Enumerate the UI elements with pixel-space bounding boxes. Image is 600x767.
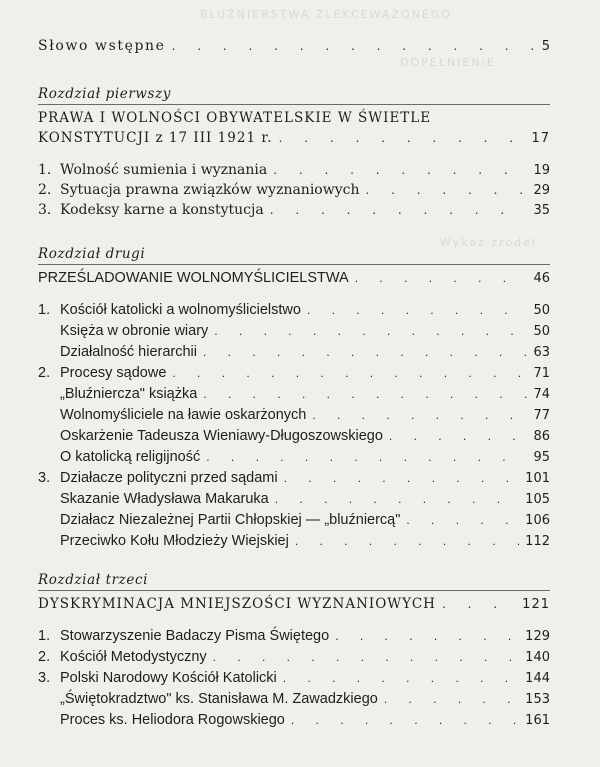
- toc-entry-page: 71: [533, 366, 550, 381]
- toc-entry-3-2[interactable]: [38, 649, 550, 669]
- dot-leader: [214, 324, 527, 338]
- toc-entry-title: Wolnomyśliciele na ławie oskarżonych: [60, 407, 307, 423]
- toc-entry-page: 101: [525, 471, 550, 486]
- dot-leader: [284, 471, 520, 485]
- dot-leader: [389, 429, 528, 443]
- toc-entry-2-2c[interactable]: [38, 428, 550, 448]
- toc-entry-page: 106: [525, 513, 550, 528]
- toc-entry-number: 2.: [38, 182, 52, 198]
- toc-entry-title: PRAWA I WOLNOŚCI OBYWATELSKIE W ŚWIETLE: [38, 110, 432, 126]
- toc-entry-3-3[interactable]: [38, 670, 550, 690]
- toc-entry-title: Działalność hierarchii: [60, 344, 197, 360]
- toc-entry-2-3c[interactable]: [38, 533, 550, 553]
- dot-leader: [406, 513, 519, 527]
- toc-entry-2-3[interactable]: [38, 470, 550, 490]
- chapter-2-title[interactable]: [38, 270, 550, 290]
- toc-entry-title: O katolicką religijność: [60, 449, 201, 465]
- toc-entry-1-3[interactable]: [38, 202, 550, 222]
- dot-leader: [172, 39, 536, 53]
- toc-entry-page: 86: [533, 429, 550, 444]
- toc-entry-page: 129: [525, 629, 550, 644]
- dot-leader: [365, 183, 527, 197]
- toc-entry-page: 74: [533, 387, 550, 402]
- toc-entry-title: KONSTYTUCJI z 17 III 1921 r.: [38, 130, 273, 146]
- toc-entry-title: PRZEŚLADOWANIE WOLNOMYŚLICIELSTWA: [38, 270, 349, 286]
- dot-leader: [273, 163, 527, 177]
- toc-entry-title: Proces ks. Heliodora Rogowskiego: [60, 712, 285, 728]
- toc-entry-title: Sytuacja prawna związków wyznaniowych: [60, 182, 360, 198]
- toc-entry-page: 63: [533, 345, 550, 360]
- toc-entry-1-1[interactable]: [38, 162, 550, 182]
- toc-entry-page: 5: [541, 39, 550, 54]
- toc-entry-1-2[interactable]: [38, 182, 550, 202]
- toc-entry-2-2b[interactable]: [38, 407, 550, 427]
- chapter-3-rule: [38, 590, 550, 591]
- toc-entry-number: 3.: [38, 670, 51, 686]
- toc-entry-page: 153: [525, 692, 550, 707]
- dot-leader: [275, 492, 519, 506]
- toc-entry-title: „Świętokradztwo" ks. Stanisława M. Zawadzkiego: [60, 691, 378, 707]
- toc-entry-2-1[interactable]: [38, 302, 550, 322]
- toc-entry-page: 29: [533, 183, 550, 198]
- toc-entry-page: 105: [525, 492, 550, 507]
- dot-leader: [203, 387, 527, 401]
- dot-leader: [283, 671, 519, 685]
- show-through-text-3: Wykaz źródeł: [440, 236, 538, 249]
- toc-entry-title: Oskarżenie Tadeusza Wieniawy-Długoszowskiego: [60, 428, 383, 444]
- toc-entry-title: Słowo wstępne: [38, 38, 166, 54]
- toc-entry-title: Działacze polityczni przed sądami: [60, 470, 278, 486]
- toc-entry-title: Działacz Niezależnej Partii Chłopskiej — „bluźniercą": [60, 512, 401, 528]
- toc-entry-3-3a[interactable]: [38, 691, 550, 711]
- toc-entry-number: 2.: [38, 365, 51, 381]
- toc-entry-2-1a[interactable]: [38, 323, 550, 343]
- dot-leader: [172, 366, 527, 380]
- toc-entry-2-2a[interactable]: [38, 386, 550, 406]
- toc-entry-title: Księża w obronie wiary: [60, 323, 209, 339]
- toc-entry-title: Kościół Metodystyczny: [60, 649, 207, 665]
- toc-entry-3-3b[interactable]: [38, 712, 550, 732]
- toc-entry-number: 1.: [38, 302, 51, 318]
- toc-entry-title: Stowarzyszenie Badaczy Pisma Świętego: [60, 628, 330, 644]
- toc-entry-page: 19: [533, 163, 550, 178]
- toc-entry-number: 1.: [38, 162, 52, 178]
- chapter-2-rule: [38, 264, 550, 265]
- toc-entry-title: DYSKRYMINACJA MNIEJSZOŚCI WYZNANIOWYCH: [38, 596, 436, 612]
- toc-entry-title: Skazanie Władysława Makaruka: [60, 491, 269, 507]
- dot-leader: [312, 408, 527, 422]
- chapter-1-label: Rozdział pierwszy: [38, 86, 172, 102]
- toc-entry-page: 77: [533, 408, 550, 423]
- toc-entry-page: 50: [533, 324, 550, 339]
- dot-leader: [355, 271, 528, 285]
- toc-entry-title: Kodeksy karne a konstytucja: [60, 202, 264, 218]
- dot-leader: [213, 650, 520, 664]
- toc-entry-preface[interactable]: [38, 38, 550, 58]
- toc-entry-2-3a[interactable]: [38, 491, 550, 511]
- toc-entry-page: 46: [533, 271, 550, 286]
- dot-leader: [442, 597, 516, 611]
- toc-entry-page: 50: [533, 303, 550, 318]
- dot-leader: [279, 131, 526, 145]
- toc-entry-number: 3.: [38, 470, 51, 486]
- chapter-2-label: Rozdział drugi: [38, 246, 146, 262]
- dot-leader: [307, 303, 528, 317]
- chapter-3-title[interactable]: [38, 596, 550, 616]
- toc-entry-3-1[interactable]: [38, 628, 550, 648]
- show-through-text-2: DOPEŁNIENIE: [400, 56, 496, 69]
- toc-entry-2-2d[interactable]: [38, 449, 550, 469]
- toc-entry-page: 95: [533, 450, 550, 465]
- toc-entry-2-1b[interactable]: [38, 344, 550, 364]
- toc-entry-title: Kościół katolicki a wolnomyślicielstwo: [60, 302, 301, 318]
- toc-entry-page: 17: [531, 131, 550, 146]
- chapter-3-label: Rozdział trzeci: [38, 572, 149, 588]
- chapter-1-rule: [38, 104, 550, 105]
- chapter-1-title-line-2[interactable]: [38, 130, 550, 150]
- toc-entry-page: 161: [525, 713, 550, 728]
- show-through-text-1: BLUŹNIERSTWA ZLEKCEWAŻONEGO: [200, 8, 452, 21]
- toc-entry-number: 1.: [38, 628, 51, 644]
- toc-entry-page: 144: [525, 671, 550, 686]
- dot-leader: [295, 534, 519, 548]
- dot-leader: [291, 713, 519, 727]
- toc-entry-title: Przeciwko Kołu Młodzieży Wiejskiej: [60, 533, 289, 549]
- dot-leader: [270, 203, 528, 217]
- toc-entry-number: 2.: [38, 649, 51, 665]
- toc-entry-page: 140: [525, 650, 550, 665]
- dot-leader: [203, 345, 527, 359]
- toc-entry-2-3b[interactable]: [38, 512, 550, 532]
- dot-leader: [206, 450, 527, 464]
- dot-leader: [384, 692, 519, 706]
- toc-entry-page: 121: [522, 597, 550, 612]
- toc-entry-page: 35: [533, 203, 550, 218]
- toc-entry-title: Polski Narodowy Kościół Katolicki: [60, 670, 277, 686]
- toc-entry-title: „Bluźniercza" książka: [60, 386, 198, 402]
- toc-entry-number: 3.: [38, 202, 52, 218]
- toc-entry-title: Procesy sądowe: [60, 365, 167, 381]
- toc-entry-title: Wolność sumienia i wyznania: [60, 162, 268, 178]
- toc-entry-2-2[interactable]: [38, 365, 550, 385]
- dot-leader: [335, 629, 519, 643]
- chapter-1-title-line-1[interactable]: [38, 110, 550, 130]
- toc-entry-page: 112: [525, 534, 550, 549]
